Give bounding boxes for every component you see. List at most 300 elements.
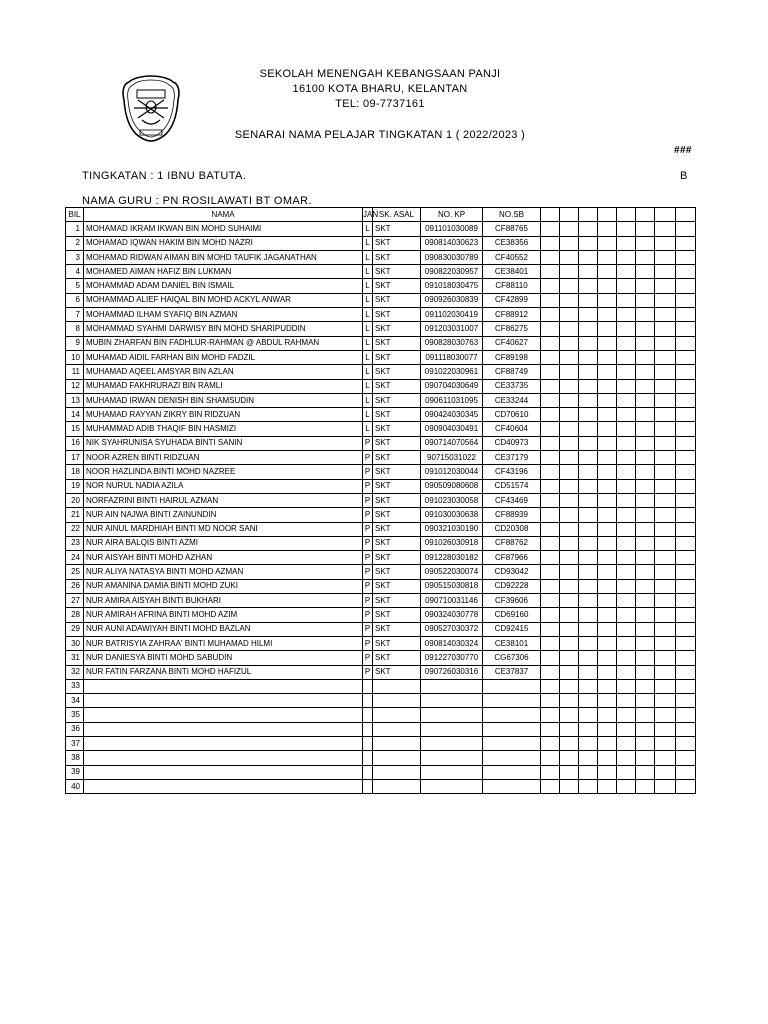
cell-jantina: L [363, 422, 373, 436]
cell-blank [560, 279, 579, 293]
cell-no-kp [421, 708, 483, 722]
cell-blank [636, 293, 655, 307]
cell-bil: 10 [66, 350, 84, 364]
cell-blank [579, 365, 598, 379]
cell-bil: 1 [66, 222, 84, 236]
cell-blank [636, 465, 655, 479]
cell-blank [655, 436, 676, 450]
cell-jantina: L [363, 350, 373, 364]
table-row [66, 536, 696, 550]
cell-no-kp: 091018030475 [421, 279, 483, 293]
cell-blank [655, 250, 676, 264]
cell-blank [617, 222, 636, 236]
cell-blank [676, 651, 696, 665]
cell-blank [617, 551, 636, 565]
cell-bil: 19 [66, 479, 84, 493]
table-row [66, 694, 696, 708]
cell-jantina: L [363, 308, 373, 322]
cell-blank [579, 608, 598, 622]
cell-blank [579, 622, 598, 636]
cell-no-sb: CF88749 [483, 365, 541, 379]
cell-blank [676, 308, 696, 322]
cell-blank [617, 408, 636, 422]
table-row [66, 779, 696, 793]
cell-blank [676, 408, 696, 422]
cell-blank [636, 236, 655, 250]
cell-blank [655, 765, 676, 779]
cell-no-sb: CD70610 [483, 408, 541, 422]
cell-no-sb: CF88765 [483, 222, 541, 236]
cell-nama: MUHAMAD FAKHRURAZI BIN RAMLI [84, 379, 363, 393]
cell-blank [655, 236, 676, 250]
cell-no-sb: CE38356 [483, 236, 541, 250]
table-row [66, 365, 696, 379]
cell-blank [636, 436, 655, 450]
cell-blank [541, 350, 560, 364]
cell-nama: MOHAMAD IQWAN HAKIM BIN MOHD NAZRI [84, 236, 363, 250]
cell-no-sb: CF87966 [483, 551, 541, 565]
cell-blank [541, 579, 560, 593]
cell-blank [676, 679, 696, 693]
cell-jantina: P [363, 636, 373, 650]
cell-blank [676, 594, 696, 608]
cell-nama [84, 708, 363, 722]
cell-nama: MUHAMAD IRWAN DENISH BIN SHAMSUDIN [84, 393, 363, 407]
cell-jantina [363, 708, 373, 722]
cell-blank [541, 422, 560, 436]
cell-bil: 24 [66, 551, 84, 565]
cell-no-sb: CE33244 [483, 393, 541, 407]
table-row [66, 293, 696, 307]
cell-no-kp: 090710031146 [421, 594, 483, 608]
cell-nama [84, 779, 363, 793]
cell-blank [541, 493, 560, 507]
cell-jantina [363, 736, 373, 750]
cell-blank [560, 236, 579, 250]
cell-blank [655, 308, 676, 322]
cell-blank [579, 422, 598, 436]
table-row [66, 308, 696, 322]
cell-blank [598, 479, 617, 493]
cell-blank [655, 265, 676, 279]
school-address: 16100 KOTA BHARU, KELANTAN [292, 83, 468, 95]
cell-blank [617, 651, 636, 665]
cell-blank [579, 651, 598, 665]
cell-nama: NUR ALIYA NATASYA BINTI MOHD AZMAN [84, 565, 363, 579]
table-row [66, 665, 696, 679]
cell-blank [617, 293, 636, 307]
cell-blank [655, 608, 676, 622]
cell-blank [617, 379, 636, 393]
cell-blank [579, 336, 598, 350]
cell-no-kp: 091227030770 [421, 651, 483, 665]
cell-jantina: P [363, 536, 373, 550]
cell-no-sb: CD51574 [483, 479, 541, 493]
cell-sk-asal: SKT [373, 651, 421, 665]
cell-blank [579, 393, 598, 407]
cell-no-kp [421, 722, 483, 736]
cell-blank [617, 565, 636, 579]
cell-blank [579, 408, 598, 422]
cell-blank [560, 779, 579, 793]
cell-blank [560, 265, 579, 279]
cell-blank [617, 622, 636, 636]
cell-blank [636, 551, 655, 565]
cell-blank [617, 465, 636, 479]
student-list-table [65, 207, 696, 794]
cell-blank [617, 265, 636, 279]
cell-blank [676, 322, 696, 336]
cell-no-sb: CD69160 [483, 608, 541, 622]
cell-blank [541, 408, 560, 422]
cell-bil: 12 [66, 379, 84, 393]
cell-blank [617, 765, 636, 779]
cell-no-kp: 091012030044 [421, 465, 483, 479]
header-no-kp: NO. KP [421, 208, 483, 222]
cell-blank [541, 336, 560, 350]
cell-blank [636, 622, 655, 636]
cell-blank [598, 551, 617, 565]
cell-no-kp: 90715031022 [421, 451, 483, 465]
cell-blank [636, 308, 655, 322]
cell-blank [617, 422, 636, 436]
cell-nama: NUR AMIRA AISYAH BINTI BUKHARI [84, 594, 363, 608]
cell-blank [541, 436, 560, 450]
table-row [66, 236, 696, 250]
cell-blank [617, 308, 636, 322]
cell-blank [541, 636, 560, 650]
cell-no-sb: CD92228 [483, 579, 541, 593]
cell-blank [579, 708, 598, 722]
cell-blank [560, 408, 579, 422]
header-blank [579, 208, 598, 222]
cell-no-kp: 090814030324 [421, 636, 483, 650]
cell-no-sb [483, 779, 541, 793]
cell-blank [560, 293, 579, 307]
cell-blank [541, 722, 560, 736]
cell-blank [541, 708, 560, 722]
cell-blank [676, 579, 696, 593]
cell-blank [541, 608, 560, 622]
cell-jantina: L [363, 365, 373, 379]
cell-jantina: L [363, 293, 373, 307]
cell-blank [655, 665, 676, 679]
cell-blank [541, 765, 560, 779]
cell-blank [655, 393, 676, 407]
cell-bil: 14 [66, 408, 84, 422]
cell-jantina: P [363, 665, 373, 679]
cell-jantina: P [363, 508, 373, 522]
cell-bil: 6 [66, 293, 84, 307]
cell-no-sb: CF40627 [483, 336, 541, 350]
cell-blank [598, 722, 617, 736]
cell-blank [541, 594, 560, 608]
cell-sk-asal [373, 765, 421, 779]
cell-sk-asal [373, 736, 421, 750]
cell-blank [636, 479, 655, 493]
cell-no-sb: CF86275 [483, 322, 541, 336]
cell-blank [579, 250, 598, 264]
cell-blank [598, 622, 617, 636]
cell-no-kp: 091022030961 [421, 365, 483, 379]
header-nama: NAMA [84, 208, 363, 222]
cell-blank [598, 636, 617, 650]
cell-bil: 4 [66, 265, 84, 279]
cell-nama: NIK SYAHRUNISA SYUHADA BINTI SANIN [84, 436, 363, 450]
cell-blank [598, 579, 617, 593]
cell-blank [676, 293, 696, 307]
cell-blank [541, 236, 560, 250]
cell-nama: MOHAMAD IKRAM IKWAN BIN MOHD SUHAIMI [84, 222, 363, 236]
cell-blank [636, 679, 655, 693]
cell-no-sb: CE37837 [483, 665, 541, 679]
cell-blank [541, 508, 560, 522]
cell-no-kp: 091228030182 [421, 551, 483, 565]
cell-sk-asal: SKT [373, 293, 421, 307]
cell-blank [655, 536, 676, 550]
cell-blank [541, 451, 560, 465]
cell-jantina: L [363, 322, 373, 336]
cell-sk-asal: SKT [373, 350, 421, 364]
cell-blank [655, 350, 676, 364]
cell-no-sb [483, 751, 541, 765]
cell-blank [579, 536, 598, 550]
cell-jantina: L [363, 236, 373, 250]
cell-blank [636, 565, 655, 579]
cell-blank [655, 622, 676, 636]
cell-no-sb: CF88110 [483, 279, 541, 293]
cell-blank [598, 279, 617, 293]
cell-blank [617, 336, 636, 350]
cell-blank [617, 751, 636, 765]
cell-jantina: P [363, 565, 373, 579]
cell-sk-asal: SKT [373, 236, 421, 250]
cell-no-sb: CE37179 [483, 451, 541, 465]
cell-blank [598, 508, 617, 522]
cell-no-sb [483, 694, 541, 708]
cell-blank [636, 636, 655, 650]
cell-blank [598, 336, 617, 350]
cell-no-sb: CG67306 [483, 651, 541, 665]
cell-jantina: L [363, 336, 373, 350]
cell-blank [636, 779, 655, 793]
cell-sk-asal: SKT [373, 594, 421, 608]
cell-blank [676, 250, 696, 264]
table-header-row [66, 208, 696, 222]
header-no-sb: NO.SB [483, 208, 541, 222]
cell-blank [636, 694, 655, 708]
cell-blank [541, 293, 560, 307]
cell-no-sb [483, 679, 541, 693]
teacher-label: NAMA GURU : PN ROSILAWATI BT OMAR. [82, 195, 312, 207]
cell-blank [579, 465, 598, 479]
table-row [66, 522, 696, 536]
cell-blank [655, 408, 676, 422]
cell-sk-asal: SKT [373, 665, 421, 679]
cell-sk-asal: SKT [373, 479, 421, 493]
cell-blank [636, 222, 655, 236]
cell-blank [655, 465, 676, 479]
list-title: SENARAI NAMA PELAJAR TINGKATAN 1 ( 2022/2023 ) [234, 129, 526, 141]
cell-no-sb: CF40552 [483, 250, 541, 264]
cell-blank [636, 708, 655, 722]
cell-blank [541, 365, 560, 379]
cell-bil: 15 [66, 422, 84, 436]
table-row [66, 322, 696, 336]
cell-blank [617, 665, 636, 679]
header-sk-asal: SK. ASAL [373, 208, 421, 222]
cell-jantina: L [363, 379, 373, 393]
cell-no-kp: 090324030778 [421, 608, 483, 622]
cell-no-sb: CD40973 [483, 436, 541, 450]
cell-blank [560, 708, 579, 722]
cell-bil: 26 [66, 579, 84, 593]
header-blank [676, 208, 696, 222]
cell-no-sb: CF43469 [483, 493, 541, 507]
cell-no-kp: 090509080608 [421, 479, 483, 493]
cell-blank [617, 522, 636, 536]
cell-blank [598, 493, 617, 507]
cell-sk-asal [373, 722, 421, 736]
header-blank [598, 208, 617, 222]
cell-nama: MUHAMAD AIDIL FARHAN BIN MOHD FADZIL [84, 350, 363, 364]
cell-sk-asal: SKT [373, 279, 421, 293]
cell-nama: NUR AMIRAH AFRINA BINTI MOHD AZIM [84, 608, 363, 622]
table-row [66, 436, 696, 450]
cell-bil: 5 [66, 279, 84, 293]
cell-blank [560, 493, 579, 507]
cell-blank [617, 393, 636, 407]
cell-no-sb: CF88762 [483, 536, 541, 550]
cell-blank [617, 594, 636, 608]
cell-blank [676, 608, 696, 622]
cell-no-kp [421, 751, 483, 765]
cell-sk-asal: SKT [373, 393, 421, 407]
cell-jantina: P [363, 579, 373, 593]
cell-blank [598, 293, 617, 307]
cell-blank [579, 308, 598, 322]
cell-blank [636, 508, 655, 522]
cell-bil: 20 [66, 493, 84, 507]
table-row [66, 636, 696, 650]
cell-nama: NOOR HAZLINDA BINTI MOHD NAZREE [84, 465, 363, 479]
cell-blank [579, 350, 598, 364]
cell-nama: NOR NURUL NADIA AZILA [84, 479, 363, 493]
cell-blank [541, 679, 560, 693]
table-row [66, 594, 696, 608]
cell-blank [676, 465, 696, 479]
cell-blank [579, 508, 598, 522]
cell-bil: 7 [66, 308, 84, 322]
cell-no-kp: 090830030789 [421, 250, 483, 264]
cell-jantina: P [363, 551, 373, 565]
cell-bil: 27 [66, 594, 84, 608]
cell-jantina: P [363, 608, 373, 622]
cell-sk-asal [373, 708, 421, 722]
cell-no-sb: CF43196 [483, 465, 541, 479]
table-row [66, 250, 696, 264]
cell-jantina [363, 722, 373, 736]
cell-nama: NOOR AZREN BINTI RIDZUAN [84, 451, 363, 465]
cell-blank [598, 665, 617, 679]
cell-blank [579, 522, 598, 536]
cell-blank [541, 694, 560, 708]
cell-bil: 38 [66, 751, 84, 765]
cell-blank [560, 322, 579, 336]
cell-blank [676, 779, 696, 793]
cell-jantina [363, 694, 373, 708]
table-row [66, 622, 696, 636]
cell-no-kp [421, 779, 483, 793]
cell-blank [617, 694, 636, 708]
cell-blank [655, 751, 676, 765]
cell-bil: 16 [66, 436, 84, 450]
cell-blank [598, 379, 617, 393]
cell-no-sb: CD93042 [483, 565, 541, 579]
cell-blank [617, 679, 636, 693]
cell-blank [617, 250, 636, 264]
cell-no-sb: CD20308 [483, 522, 541, 536]
cell-no-kp: 090822030957 [421, 265, 483, 279]
cell-blank [617, 479, 636, 493]
cell-no-kp: 090321030190 [421, 522, 483, 536]
cell-blank [617, 279, 636, 293]
cell-blank [579, 379, 598, 393]
cell-blank [676, 336, 696, 350]
cell-sk-asal [373, 779, 421, 793]
cell-no-kp: 091101030089 [421, 222, 483, 236]
table-row [66, 422, 696, 436]
cell-blank [541, 622, 560, 636]
table-row [66, 451, 696, 465]
cell-blank [676, 622, 696, 636]
cell-bil: 25 [66, 565, 84, 579]
cell-blank [560, 393, 579, 407]
cell-blank [676, 236, 696, 250]
cell-blank [579, 451, 598, 465]
cell-nama: NUR AUNI ADAWIYAH BINTI MOHD BAZLAN [84, 622, 363, 636]
cell-no-kp: 090522030074 [421, 565, 483, 579]
table-row [66, 708, 696, 722]
cell-blank [598, 408, 617, 422]
cell-sk-asal: SKT [373, 365, 421, 379]
cell-blank [636, 522, 655, 536]
cell-blank [560, 436, 579, 450]
cell-blank [636, 350, 655, 364]
cell-bil: 21 [66, 508, 84, 522]
cell-no-sb: CF39606 [483, 594, 541, 608]
cell-sk-asal: SKT [373, 250, 421, 264]
school-name: SEKOLAH MENENGAH KEBANGSAAN PANJI [259, 68, 501, 80]
cell-blank [636, 536, 655, 550]
cell-bil: 22 [66, 522, 84, 536]
table-row [66, 751, 696, 765]
cell-nama [84, 679, 363, 693]
cell-blank [676, 765, 696, 779]
cell-blank [598, 736, 617, 750]
cell-blank [560, 522, 579, 536]
table-row [66, 608, 696, 622]
cell-blank [617, 493, 636, 507]
cell-blank [636, 493, 655, 507]
cell-bil: 33 [66, 679, 84, 693]
cell-blank [541, 565, 560, 579]
cell-sk-asal: SKT [373, 222, 421, 236]
cell-bil: 34 [66, 694, 84, 708]
table-row [66, 565, 696, 579]
cell-blank [676, 508, 696, 522]
cell-blank [676, 722, 696, 736]
